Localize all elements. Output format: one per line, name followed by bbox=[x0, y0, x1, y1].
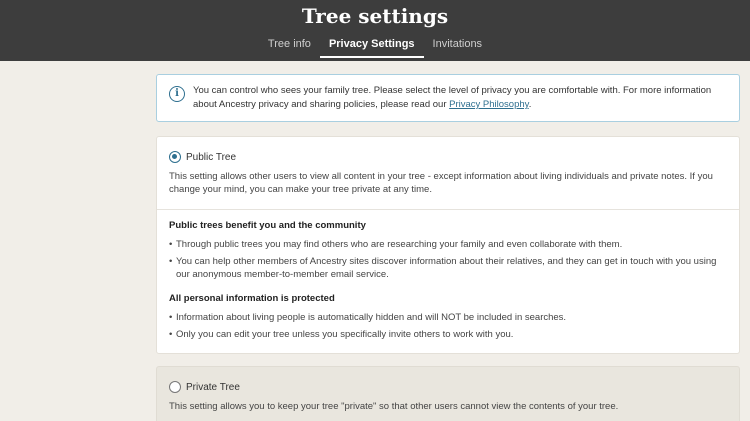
protected-heading: All personal information is protected bbox=[169, 293, 335, 304]
tab-invitations[interactable]: Invitations bbox=[432, 38, 483, 50]
privacy-info-text bbox=[193, 84, 727, 112]
public-tree-card bbox=[156, 136, 740, 354]
private-tree-radio[interactable] bbox=[169, 381, 181, 393]
page-title: Tree settings bbox=[301, 4, 449, 28]
private-tree-option[interactable] bbox=[169, 381, 240, 393]
public-tree-option[interactable] bbox=[169, 151, 236, 163]
public-tree-label: Public Tree bbox=[186, 151, 237, 163]
benefit-item: • You can help other members of Ancestry sites discover information about their relatives, and they can get in touch with you using our anonymous member-to-member email service. bbox=[169, 255, 727, 281]
info-message: You can control who sees your family tree. Please select the level of privacy you are comfortable with. For more information about Ancestry privacy and sharing policies, please read our bbox=[193, 85, 712, 110]
public-tree-radio[interactable] bbox=[169, 151, 181, 163]
protected-item: • Information about living people is automatically hidden and will NOT be included in searches. bbox=[169, 311, 727, 324]
tab-privacy-settings[interactable]: Privacy Settings bbox=[320, 38, 424, 58]
privacy-philosophy-link[interactable]: Privacy Philosophy bbox=[449, 99, 529, 110]
settings-tabs bbox=[0, 38, 750, 58]
privacy-info-box bbox=[156, 74, 740, 122]
private-tree-description: This setting allows you to keep your tree "private" so that other users cannot view the contents of your tree. bbox=[169, 401, 619, 412]
tab-tree-info[interactable]: Tree info bbox=[267, 38, 311, 50]
private-tree-card bbox=[156, 366, 740, 421]
info-suffix: . bbox=[528, 99, 532, 110]
private-tree-label: Private Tree bbox=[186, 381, 240, 393]
divider bbox=[157, 209, 739, 210]
benefit-item: • Through public trees you may find others who are researching your family and even collaborate with them. bbox=[169, 238, 727, 251]
header bbox=[0, 0, 750, 61]
info-icon: i bbox=[169, 86, 185, 102]
benefits-heading: Public trees benefit you and the community bbox=[169, 220, 366, 231]
public-tree-description: This setting allows other users to view all content in your tree - except information about living individuals and private notes. If you change your mind, you can make your tree private at any time. bbox=[169, 171, 713, 195]
protected-item: • Only you can edit your tree unless you specifically invite others to work with you. bbox=[169, 328, 727, 341]
